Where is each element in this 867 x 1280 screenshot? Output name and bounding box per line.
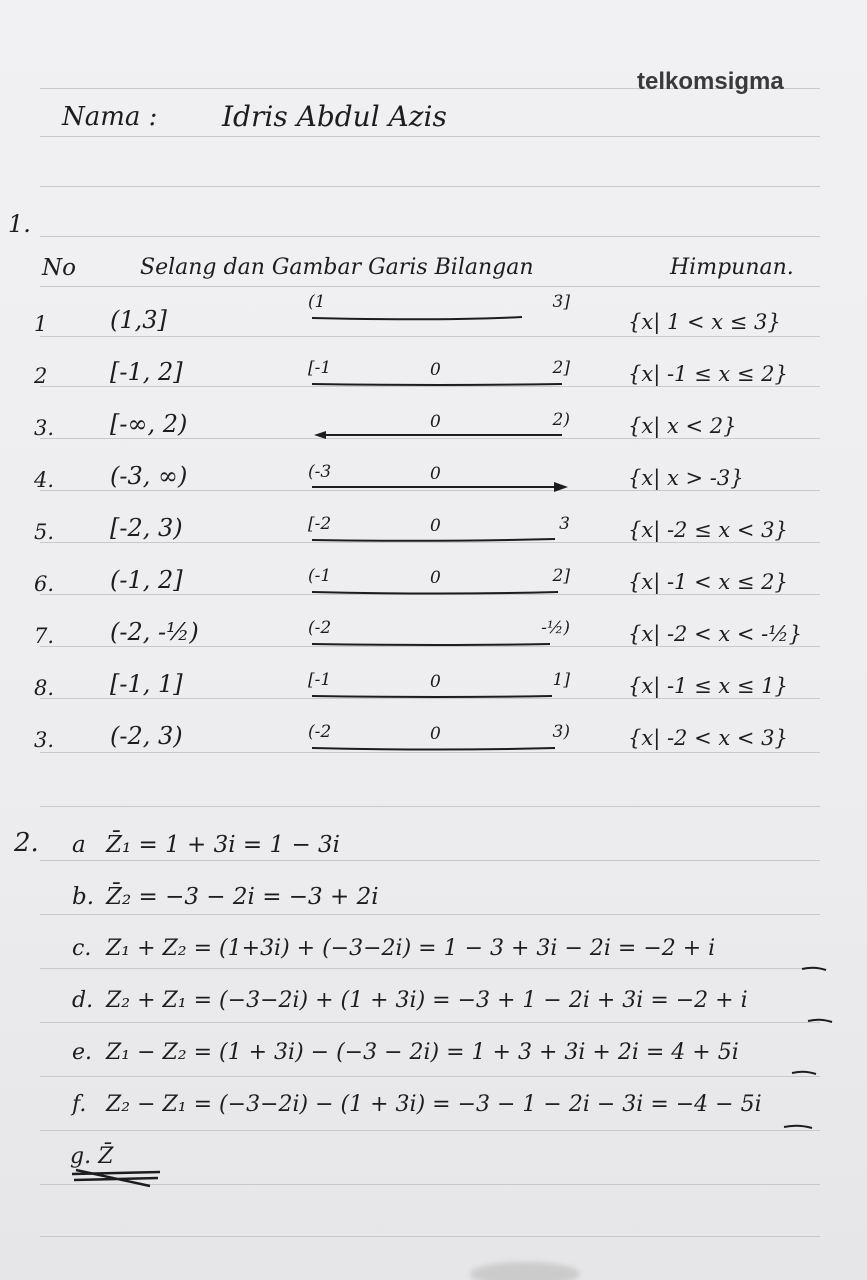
row-set: {x| x > -3} [628, 466, 744, 490]
row-set: {x| 1 < x ≤ 3} [628, 310, 781, 334]
equation-label: e. [72, 1040, 93, 1065]
row-set: {x| -1 ≤ x ≤ 2} [628, 362, 788, 386]
number-line-zero-label: 0 [430, 412, 441, 432]
number-line [300, 618, 590, 648]
number-line-left-label: (1 [308, 292, 326, 312]
number-line [300, 566, 590, 596]
number-line-zero-label: 0 [430, 516, 441, 536]
number-line [300, 462, 590, 492]
name-label: Nama : [62, 102, 158, 132]
equation-text: Z₁ + Z₂ = (1+3i) + (−3−2i) = 1 − 3 + 3i − 2i = −2 + i [106, 936, 716, 961]
row-interval: (-1, 2] [110, 566, 183, 594]
row-number: 1 [34, 312, 48, 336]
row-set: {x| x < 2} [628, 414, 737, 438]
equation-label: a [72, 832, 86, 858]
number-line-left-label: (-2 [308, 722, 332, 742]
shadow-smudge [470, 1262, 580, 1280]
row-set: {x| -1 ≤ x ≤ 1} [628, 674, 788, 698]
number-line-zero-label: 0 [430, 672, 441, 692]
number-line-right-label: 3] [552, 292, 570, 312]
row-number: 3. [34, 728, 55, 752]
equation-label: c. [72, 936, 92, 961]
row-interval: (1,3] [110, 306, 167, 334]
number-line-left-label: (-1 [308, 566, 332, 586]
number-line-zero-label: 0 [430, 724, 441, 744]
number-line-left-label: [-1 [308, 670, 332, 690]
equation-line [72, 988, 748, 1013]
equation-label: b. [72, 884, 95, 910]
row-interval: [-1, 1] [110, 670, 183, 698]
row-number: 8. [34, 676, 55, 700]
answer-underline [782, 1122, 816, 1132]
row-number: 2 [34, 364, 48, 388]
row-set: {x| -2 < x < 3} [628, 726, 788, 750]
row-number: 6. [34, 572, 55, 596]
number-line-right-label: 2) [552, 410, 570, 430]
name-value: Idris Abdul Azis [222, 100, 447, 133]
equation-text: Z₂ − Z₁ = (−3−2i) − (1 + 3i) = −3 − 1 − 2i − 3i = −4 − 5i [106, 1092, 762, 1117]
equation-line [72, 1040, 739, 1065]
row-number: 3. [34, 416, 55, 440]
number-line-zero-label: 0 [430, 568, 441, 588]
equation-line [72, 832, 340, 858]
row-interval: [-∞, 2) [110, 410, 188, 438]
row-set: {x| -2 ≤ x < 3} [628, 518, 788, 542]
equation-text: Z̄₁ = 1 + 3i = 1 − 3i [106, 832, 341, 858]
crossed-out-text: g. Z̄ [70, 1144, 114, 1169]
header-interval: Selang dan Gambar Garis Bilangan [140, 255, 534, 280]
number-line-right-label: 3) [552, 722, 570, 742]
header-set: Himpunan. [670, 255, 794, 280]
row-interval: (-2, -½) [110, 618, 199, 646]
number-line-left-label: [-1 [308, 358, 332, 378]
row-number: 7. [34, 624, 55, 648]
number-line [300, 722, 590, 752]
equation-text: Z̄₂ = −3 − 2i = −3 + 2i [106, 884, 379, 910]
number-line [300, 514, 590, 544]
number-line [300, 358, 590, 388]
number-line-right-label: 3 [559, 514, 570, 534]
brand-logo-text: telkomsigma [637, 68, 784, 95]
number-line [300, 670, 590, 700]
number-line-right-label: 2] [552, 566, 570, 586]
number-line-right-label: 2] [552, 358, 570, 378]
section-1-number: 1. [8, 210, 31, 238]
number-line-zero-label: 0 [430, 360, 441, 380]
row-interval: (-2, 3) [110, 722, 183, 750]
row-interval: (-3, ∞) [110, 462, 188, 490]
scribble-mark [70, 1162, 170, 1192]
equation-line [72, 1092, 762, 1117]
answer-underline [800, 964, 830, 974]
number-line [300, 410, 590, 440]
number-line-left-label: (-3 [308, 462, 332, 482]
equation-text: Z₂ + Z₁ = (−3−2i) + (1 + 3i) = −3 + 1 − 2i + 3i = −2 + i [106, 988, 748, 1013]
row-set: {x| -2 < x < -½} [628, 622, 802, 646]
section-2-number: 2. [14, 828, 39, 858]
row-number: 4. [34, 468, 55, 492]
row-interval: [-2, 3) [110, 514, 183, 542]
header-no: No [42, 255, 76, 281]
answer-underline [806, 1016, 836, 1026]
equation-label: d. [72, 988, 94, 1013]
row-set: {x| -1 < x ≤ 2} [628, 570, 788, 594]
answer-underline [790, 1068, 820, 1078]
number-line-left-label: [-2 [308, 514, 332, 534]
equation-line [72, 884, 379, 910]
equation-label: f. [72, 1092, 87, 1117]
number-line-zero-label: 0 [430, 464, 441, 484]
equation-line [72, 936, 715, 961]
row-number: 5. [34, 520, 55, 544]
number-line-left-label: (-2 [308, 618, 332, 638]
equation-text: Z₁ − Z₂ = (1 + 3i) − (−3 − 2i) = 1 + 3 + 3i + 2i = 4 + 5i [106, 1040, 739, 1065]
row-interval: [-1, 2] [110, 358, 183, 386]
number-line [300, 292, 590, 322]
number-line-right-label: -½) [541, 618, 570, 638]
number-line-right-label: 1] [552, 670, 570, 690]
